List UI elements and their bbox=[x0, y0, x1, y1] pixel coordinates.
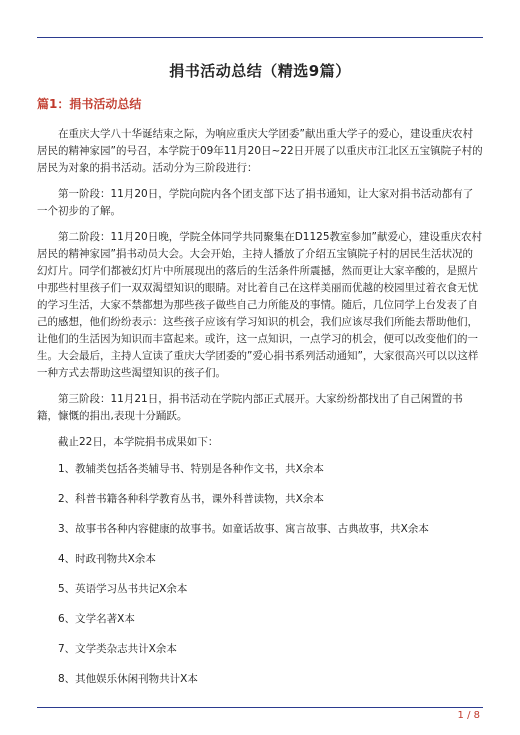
list-item: 2、科普书籍各种科学教育丛书，课外科普读物，共X余本 bbox=[58, 493, 324, 505]
list-item: 6、文学名著X本 bbox=[58, 613, 135, 625]
results-list bbox=[37, 461, 483, 688]
paragraph-phase-3: 第三阶段：11月21日，捐书活动在学院内部正式展开。大家纷纷都找出了自己闲置的书籍，慷慨的捐出,表现十分踊跃。 bbox=[37, 393, 463, 422]
paragraph-phase-2: 第二阶段：11月20日晚，学院全体同学共同聚集在D1125教室参加”献爱心，建设重庆农村居民的精神家园”捐书动员大会。大会开始，主持人播放了介绍五宝镇院子村的居民生活状况的幻灯片。同学们都被幻灯片中所展现出的落后的生活条件所震撼，然而更让大家辛酸的，是照片中那些村里孩子们一双双渴望知识的眼睛。对比着自己在这样美丽而优越的校园里过着衣食无忧的学习生活，大家不禁都想为那些孩子做些自己力所能及的事情。随后，几位同学上台发表了自己的感想，他们纷纷表示：这些孩子应该有学习知识的机会，我们应该尽我们所能去帮助他们，让他们的生活因为知识而丰富起来。或许，这一点知识，一点学习的机会，便可以改变他们的一生。大会最后，主持人宣读了重庆大学团委的”爱心捐书系列活动通知”，大家很高兴可以以这样一种方式去帮助这些渴望知识的孩子们。 bbox=[37, 231, 482, 379]
list-item: 5、英语学习丛书共记X余本 bbox=[58, 583, 188, 595]
list-item: 4、时政刊物共X余本 bbox=[58, 553, 156, 565]
footer-rule bbox=[37, 707, 483, 708]
paragraph-results-lead: 截止22日，本学院捐书成果如下： bbox=[58, 436, 219, 448]
page-number: 1 / 8 bbox=[457, 710, 480, 721]
list-item: 1、教辅类包括各类辅导书、特别是各种作文书，共X余本 bbox=[58, 463, 324, 475]
document-body bbox=[37, 60, 483, 701]
header-rule bbox=[37, 37, 483, 38]
paragraph-phase-1: 第一阶段：11月20日，学院向院内各个团支部下达了捐书通知，让大家对捐书活动都有了一个初步的了解。 bbox=[37, 188, 474, 217]
document-title: 捐书活动总结（精选9篇） bbox=[169, 62, 351, 80]
section-heading: 篇1：捐书活动总结 bbox=[37, 97, 142, 111]
list-item: 3、故事书各种内容健康的故事书。如童话故事、寓言故事、古典故事，共X余本 bbox=[58, 523, 429, 535]
list-item: 7、文学类杂志共计X余本 bbox=[58, 643, 177, 655]
list-item: 8、其他娱乐休闲刊物共计X本 bbox=[58, 673, 198, 685]
paragraph-intro: 在重庆大学八十华诞结束之际，为响应重庆大学团委”献出重大学子的爱心，建设重庆农村居民的精神家园”的号召，本学院于09年11月20日~22日开展了以重庆市江北区五宝镇院子村的居民为对象的捐书活动。活动分为三阶段进行： bbox=[37, 128, 483, 174]
